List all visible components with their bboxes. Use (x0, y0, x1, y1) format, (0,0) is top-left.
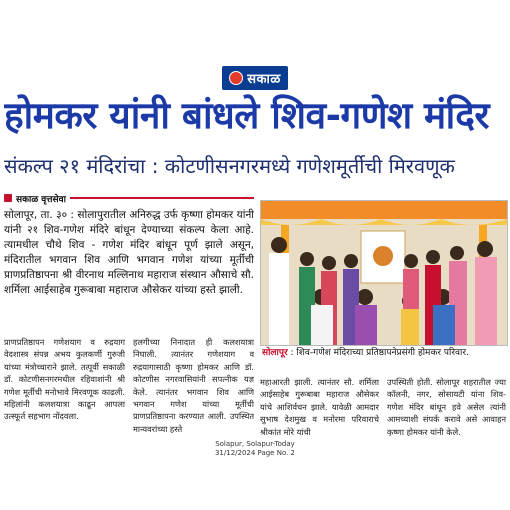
masthead (0, 66, 510, 90)
sun-logo-icon (229, 71, 243, 85)
news-photo (260, 200, 508, 346)
group-photo-illustration (261, 201, 507, 345)
body-column-2: हलगीच्या निनादात ही कलशयात्रा निघाली. त्यानंतर गणेशयाग व रुद्रयागासाठी कृष्णा होमकर आणि डॉ. कोटणीस नगरवासियांनी सपत्नीक यज्ञ केले. त्यानंतर भगवान शिव आणि भगवान गणेश यांच्या मूर्तीची प्राणप्रतिष्ठापना करण्यात आली. उपस्थित मान्यवरांच्या हस्ते (133, 337, 254, 434)
sakal-logo (222, 66, 288, 90)
caption-place: सोलापूर (262, 348, 288, 358)
body-columns-right (260, 376, 506, 436)
sub-headline: संकल्प २१ मंदिरांचा : कोटणीसनगरमध्ये गणेशमूर्तीची मिरवणूक (4, 154, 455, 178)
page-footer (0, 440, 510, 458)
body-column-4: उपस्थिती होती. सोलापूर शहरातील ज्या कॉलनी, नगर, सोसायटी यांना शिव-गणेश मंदिर बांधून हवे असेल त्यांनी आमच्याशी संपर्क करावे असे आवाहन कृष्णा होमकर यांनी केले. (387, 377, 506, 436)
footer-date-page: 31/12/2024 Page No. 2 (214, 449, 296, 457)
lead-paragraph: सोलापूर, ता. ३० : सोलापुरातील अनिरुद्ध उर्फ कृष्णा होमकर यांनी यांनी २१ शिव-गणेश मंदिरे बांधून देण्याच्या संकल्प केला आहे. त्यामधील चौथे शिव - गणेश मंदिर बांधून पूर्ण झाले असून, मंदिरातील भगवान शिव आणि भगवान गणेश यांच्या मूर्तीची प्राणप्रतिष्ठापना श्री वीरनाथ मल्लिनाथ महाराज संस्थान औसाचे सौ. शर्मिला आईसाहेब गुरूबाबा महाराज औसेकर यांच्या हस्ते झाली. (4, 209, 254, 296)
footer-edition: Solapur, Solapur-Today (215, 440, 295, 448)
divider (70, 197, 254, 199)
body-column-3: महाआरती झाली. त्यानंतर सौ. शर्मिला आईसाहेब गुरूबाबा महाराज औसेकर यांचे आशिर्वचन झाले. यावेळी आमदार सुभाष देशमुख व मनोरमा परिवाराचे श्रीकांत मोरे यांची (260, 377, 379, 436)
logo-text: सकाळ (247, 72, 281, 87)
news-service-bar (4, 191, 254, 205)
news-service-label: सकाळ वृत्तसेवा (16, 194, 66, 205)
body-columns-left (4, 336, 254, 436)
photo-caption (262, 346, 506, 360)
caption-text: : शिव-गणेश मंदिराच्या प्रतिष्ठापनेप्रसंगी होमकर परिवार. (290, 348, 469, 358)
bullet-icon (4, 194, 12, 202)
page-headline: होमकर यांनी बांधले शिव-गणेश मंदिर (4, 94, 490, 137)
body-column-1: प्राणप्रतिष्ठापन गणेशयाग व रुद्रयाग वेदशास्त्र संपन्न अभय कुलकर्णी गुरुजी यांच्या मंत्रोच्चाराने झाले. तत्पूर्वी सकाळी डॉ. कोटणीसनगरमधील रहिवाशांनी श्री गणेश मूर्तीची मनोभावे मिरवणूक काढली. महिलांनी कलशयात्रा काढून आपला उत्स्फूर्त सहभाग नोंदवला. (4, 337, 125, 422)
